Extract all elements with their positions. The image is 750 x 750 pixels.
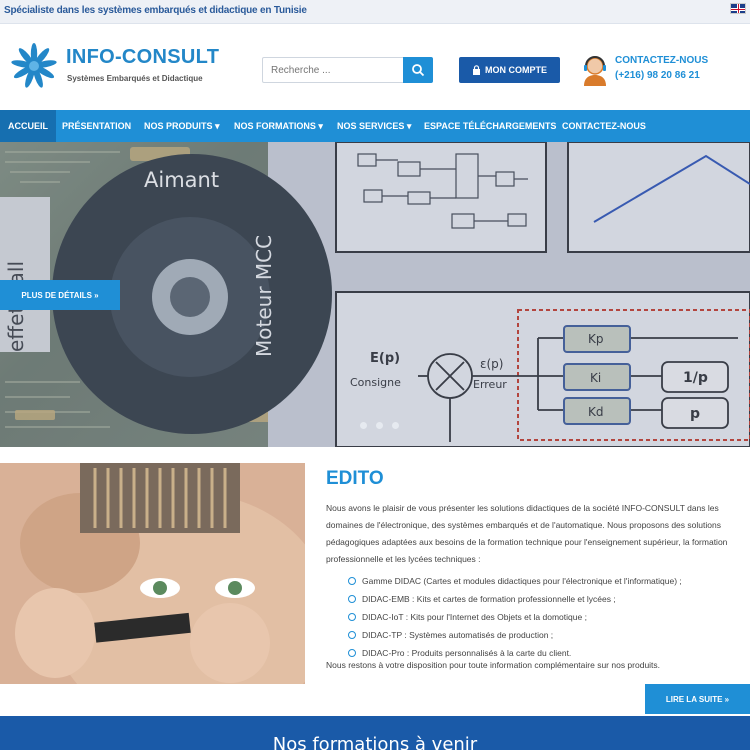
gain-ki-label: Ki	[590, 371, 602, 385]
list-item: DIDAC-IoT : Kits pour l'Internet des Objets et la domotique ;	[348, 608, 748, 626]
hero-diagram-background	[268, 142, 750, 447]
read-more-button[interactable]: LIRE LA SUITE »	[645, 684, 750, 714]
brand-tagline: Systèmes Embarqués et Didactique	[67, 74, 203, 83]
edito-title: EDITO	[326, 468, 384, 489]
site-header	[0, 24, 750, 110]
lock-icon	[472, 65, 481, 75]
consigne-label: Consigne	[350, 376, 401, 389]
list-item: DIDAC-EMB : Kits et cartes de formation professionnelle et lycées ;	[348, 590, 748, 608]
nav-item-services[interactable]: NOS SERVICES ▾	[337, 121, 412, 131]
integrator-label: 1/p	[683, 370, 708, 386]
erreur-label: Erreur	[473, 378, 507, 391]
edito-paragraph: Nous avons le plaisir de vous présenter les solutions didactiques de la société INFO-CONSULT dans les domaines de l'électronique, des systèmes embarqués et de l'automatique. Nous proposons des solutions pédagogiques adaptées aux besoins de la formation technique pour l'enseignement supérieur, la formation professionnelle et les lycées techniques :	[326, 503, 728, 564]
contact-label[interactable]: CONTACTEZ-NOUS	[615, 55, 709, 66]
bullet-circle-icon	[348, 631, 356, 639]
bullet-circle-icon	[348, 595, 356, 603]
hero-label-moteur: Moteur MCC	[252, 234, 276, 357]
bullet-circle-icon	[348, 649, 356, 657]
support-agent-icon	[580, 54, 610, 86]
hero-label-aimant: Aimant	[144, 168, 220, 192]
site-tagline: Spécialiste dans les systèmes embarqués et didactique en Tunisie	[4, 5, 307, 16]
nav-item-presentation[interactable]: PRÉSENTATION	[62, 121, 132, 131]
gain-kd-label: Kd	[588, 405, 604, 419]
list-item: Gamme DIDAC (Cartes et modules didactiques pour l'électronique et l'informatique) ;	[348, 572, 748, 590]
pid-block-diagram	[268, 142, 750, 447]
slide-dot-1[interactable]	[360, 422, 367, 429]
list-item: DIDAC-Pro : Produits personnalisés à la carte du client.	[348, 644, 748, 662]
search-icon	[411, 63, 425, 77]
account-button[interactable]	[459, 57, 560, 83]
search-button[interactable]	[403, 57, 433, 83]
edito-photo	[0, 463, 305, 684]
brand-name[interactable]: INFO-CONSULT	[66, 46, 220, 68]
contact-phone[interactable]: (+216) 98 20 86 21	[615, 70, 700, 81]
bullet-circle-icon	[348, 577, 356, 585]
derivator-label: p	[690, 406, 701, 422]
account-button-label: MON COMPTE	[485, 65, 547, 75]
slider-pagination	[360, 422, 399, 429]
nav-item-accueil[interactable]: ACCUEIL	[0, 110, 56, 142]
input-signal-label: E(p)	[370, 351, 401, 366]
edito-closing-text: Nous restons à votre disposition pour toute information complémentaire sur nos produits.	[326, 660, 661, 670]
hero-slider[interactable]	[0, 142, 750, 447]
slide-dot-3[interactable]	[392, 422, 399, 429]
nav-item-contact[interactable]: CONTACTEZ-NOUS	[562, 121, 646, 131]
gain-kp-label: Kp	[588, 332, 604, 346]
formations-title: Nos formations à venir	[272, 734, 478, 750]
search-input[interactable]	[262, 57, 404, 83]
formations-section-header	[0, 716, 750, 750]
bullet-circle-icon	[348, 613, 356, 621]
logo-flower-icon[interactable]	[10, 42, 58, 90]
top-strip	[0, 0, 750, 24]
nav-item-produits[interactable]: NOS PRODUITS ▾	[144, 121, 220, 131]
nav-item-formations[interactable]: NOS FORMATIONS ▾	[234, 121, 323, 131]
nav-item-telechargements[interactable]: ESPACE TÉLÉCHARGEMENTS	[424, 121, 557, 131]
error-signal-label: ε(p)	[480, 357, 504, 371]
edito-product-list	[348, 572, 748, 662]
hero-details-button[interactable]: PLUS DE DÉTAILS »	[0, 280, 120, 310]
main-nav	[0, 110, 750, 142]
english-flag-icon[interactable]	[730, 3, 746, 14]
student-with-chip-image	[0, 463, 305, 684]
slide-dot-2[interactable]	[376, 422, 383, 429]
list-item: DIDAC-TP : Systèmes automatisés de production ;	[348, 626, 748, 644]
